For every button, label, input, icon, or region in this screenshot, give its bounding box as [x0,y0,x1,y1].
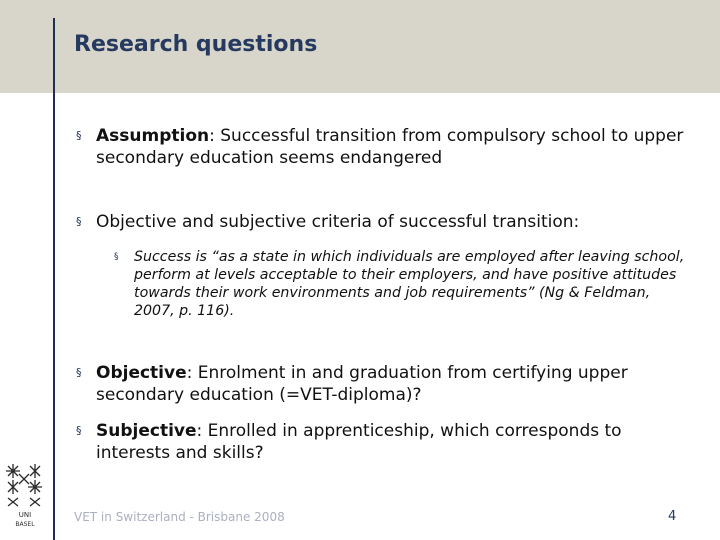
bullet-marker: § [76,424,82,437]
sub-bullet-text: Success is “as a state in which individuals are employed after leaving school, perform at levels acceptable to their employers, and have positive attitudes towards their work environments and job requirements” (Ng & Feldman, 2007, p. 116). [134,249,685,319]
bullet-text: Objective and subjective criteria of successful transition: [96,212,580,232]
bullet-marker: § [76,215,82,228]
bullet-marker: § [76,366,82,379]
sub-bullet-marker: § [114,252,119,262]
bullet-bold-label: Subjective [96,421,197,441]
page-number: 4 [668,509,677,524]
bullet-bold-label: Objective [96,363,187,383]
sub-bullet-definition [114,248,694,320]
university-logo [4,462,46,532]
vertical-rule [53,18,55,540]
bullet-marker: § [76,129,82,142]
logo-text-uni: UNI [18,511,32,519]
footer-caption: VET in Switzerland - Brisbane 2008 [74,510,285,524]
bullet-text: : Enrolled in apprenticeship, which corresponds to interests and skills? [96,421,622,463]
bullet-bold-label: Assumption [96,126,210,146]
bullet-assumption [76,125,696,169]
bullet-subjective [76,420,696,464]
slide-title: Research questions [74,32,318,57]
bullet-text: : Enrolment in and graduation from certifying upper secondary education (=VET-diploma)? [96,363,628,405]
logo-text-basel: BASEL [15,521,35,528]
bullet-objective [76,362,696,406]
bullet-text: : Successful transition from compulsory school to upper secondary education seems endangered [96,126,684,168]
bullet-criteria [76,211,696,233]
